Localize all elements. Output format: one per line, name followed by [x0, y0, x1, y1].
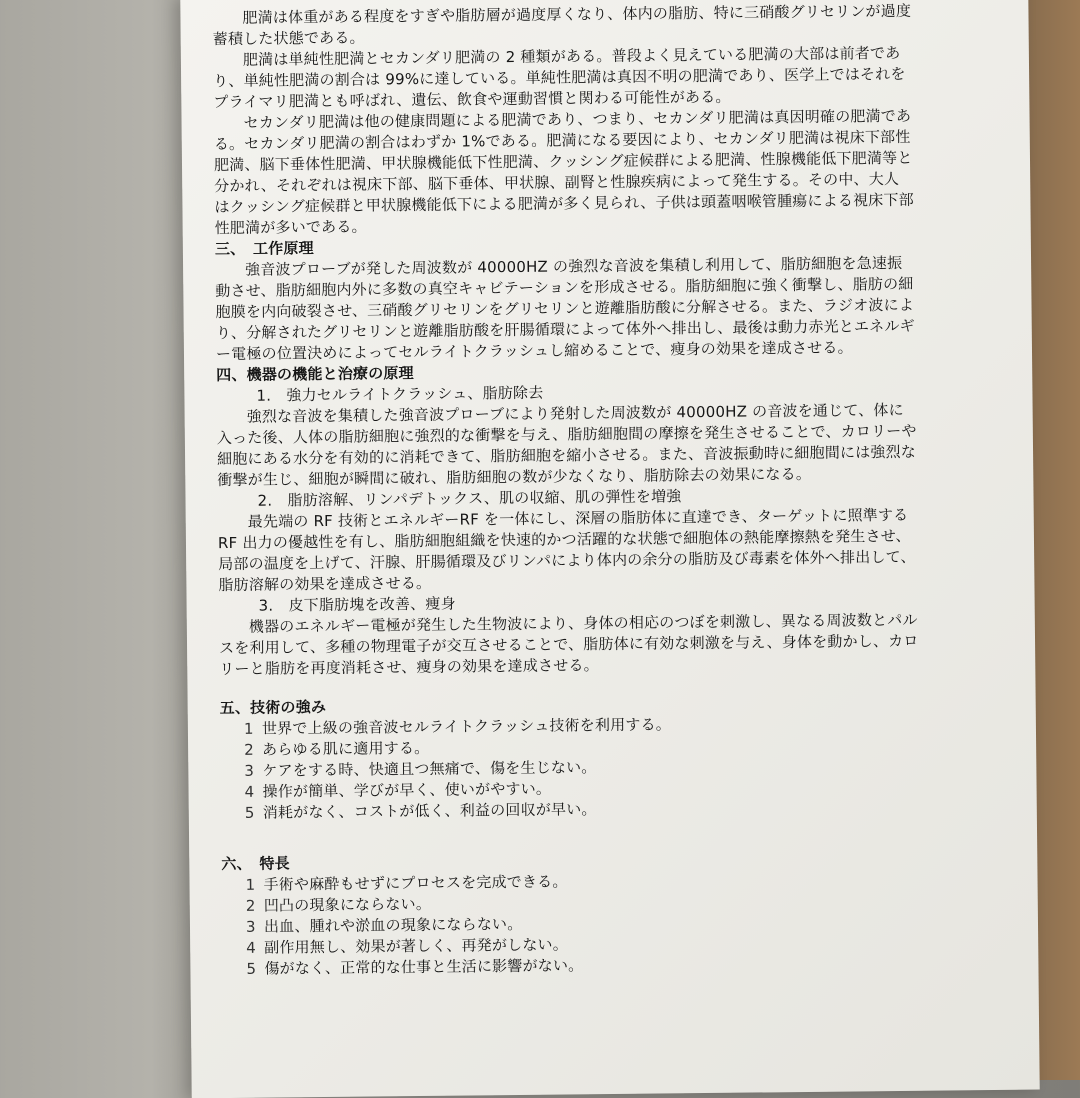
list-number: 5 — [246, 959, 257, 978]
list-text: 副作用無し、効果が著しく、再発がしない。 — [264, 935, 568, 957]
list-text: ケアをする時、快適且つ無痛で、傷を生じない。 — [262, 758, 597, 780]
list-number: 3 — [245, 917, 256, 936]
list-text: 手術や麻酔もせずにプロセスを完成できる。 — [263, 872, 568, 894]
features-list — [221, 868, 922, 980]
list-number: 2 — [244, 740, 254, 759]
list-number: 5 — [244, 803, 255, 822]
list-text: 操作が簡単、学びが早く、使いがやすい。 — [262, 779, 552, 801]
strengths-list — [220, 712, 921, 824]
list-number: 1 — [243, 719, 254, 738]
list-text: 世界で上級の強音波セルライトクラッシュ技術を利用する。 — [261, 715, 672, 738]
list-text: あらゆる肌に適用する。 — [262, 738, 430, 759]
section-3-heading: 三、 工作原理 — [214, 239, 314, 259]
section-4-item-3-body: 機器のエネルギー電極が発生した生物波により、身体の相応のつぼを刺激し、異なる周波数とパルスを利用して、多種の物理電子が交互させることで、脂肪体に有効な刺激を与え、身体を動かし、カロリーと脂肪を再度消耗させ、痩身の効果を達成させる。 — [218, 610, 919, 679]
list-number: 4 — [246, 938, 257, 957]
intro-paragraph-3: セカンダリ肥満は他の健康問題による肥満であり、つまり、セカンダリ肥満は真因明確の肥満である。セカンダリ肥満の割合はわずか 1%である。肥満になる要因により、セカンダリ肥満は視床下部性肥満、脳下垂体性肥満、甲状腺機能低下性肥満、クッシング症候群による肥満、性腺機能低下肥満等と分かれ、それぞれは視床下部、脳下垂体、甲状腺、副腎と性腺疾病によって発生する。その中、大人はクッシング症候群と甲状腺機能低下による肥満が多く見られ、子供は頭蓋咽喉管腫瘍による視床下部性肥満が多いである。 — [213, 106, 914, 238]
paper-sheet — [180, 0, 1039, 1098]
section-4-item-1-title: 1. 強力セルライトクラッシュ、脂肪除去 — [256, 383, 544, 405]
list-number: 2 — [245, 896, 256, 915]
list-number: 1 — [245, 875, 256, 894]
section-5-heading: 五、技術の強み — [219, 697, 327, 718]
list-text: 傷がなく、正常的な仕事と生活に影響がない。 — [264, 956, 584, 978]
section-6-heading: 六、 特長 — [221, 854, 290, 874]
document-body — [212, 1, 922, 980]
list-number: 4 — [244, 782, 255, 801]
section-4-item-2-title: 2. 脂肪溶解、リンパデトックス、肌の収縮、肌の弾性を増強 — [257, 487, 682, 510]
list-number: 3 — [244, 761, 255, 780]
section-4-heading: 四、機器の機能と治療の原理 — [216, 364, 414, 385]
section-3-body: 強音波プローブが発した周波数が 40000HZ の強烈な音波を集積し利用して、脂肪細胞を急速振動させ、脂肪細胞内外に多数の真空キャビテーションを形成させる。脂肪細胞に強く衝撃し、脂肪の細胞膜を内向破裂させ、三硝酸グリセリンをグリセリンと遊離脂肪酸に分解させる。また、ラジオ波により、分解されたグリセリンと遊離脂肪酸を肝腸循環によって体外へ排出し、最後は動力赤光とエネルギー電極の位置決めによってセルライトクラッシュし縮めることで、痩身の効果を達成させる。 — [215, 253, 915, 364]
list-text: 消耗がなく、コストが低く、利益の回収が早い。 — [262, 800, 597, 822]
list-text: 凹凸の現象にならない。 — [263, 894, 432, 915]
section-4-item-3-title: 3. 皮下脂肪塊を改善、痩身 — [258, 594, 456, 615]
intro-paragraph-2: 肥満は単純性肥満とセカンダリ肥満の 2 種類がある。普段よく見えている肥満の大部は前者であり、単純性肥満の割合は 99%に達している。単純性肥満は真因不明の肥満であり、医学上ではそれをプライマリ肥満とも呼ばれ、遺伝、飲食や運動習慣と関わる可能性がある。 — [213, 43, 906, 112]
intro-paragraph-1: 肥満は体重がある程度をすぎや脂肪層が過度厚くなり、体内の脂肪、特に三硝酸グリセリンが過度蓄積した状態である。 — [212, 1, 912, 49]
section-4-item-1-body: 強烈な音波を集積した強音波プローブにより発射した周波数が 40000HZ の音波を通じて、体に入った後、人体の脂肪細胞に強烈的な衝撃を与え、脂肪細胞間の摩擦を発生させることで、カロリーや細胞にある水分を有効的に消耗できて、脂肪細胞を縮小させる。また、音波振動時に細胞間には強烈な衝撃が生じ、細胞が瞬間に破れ、脂肪細胞の数が少なくなり、脂肪除去の効果になる。 — [216, 400, 917, 490]
list-text: 出血、腫れや淤血の現象にならない。 — [263, 914, 523, 936]
section-4-item-2-body: 最先端の RF 技術とエネルギーRF を一体にし、深層の脂肪体に直達でき、ターゲットに照準する RF 出力の優越性を有し、脂肪細胞組織を快速的かつ活躍的な状態で細胞体の熱能摩擦熱を発生させ、局部の温度を上げて、汗腺、肝腸循環及びリンパにより体内の余分の脂肪及び毒素を体外へ排出して、脂肪溶解の効果を達成させる。 — [217, 505, 916, 595]
